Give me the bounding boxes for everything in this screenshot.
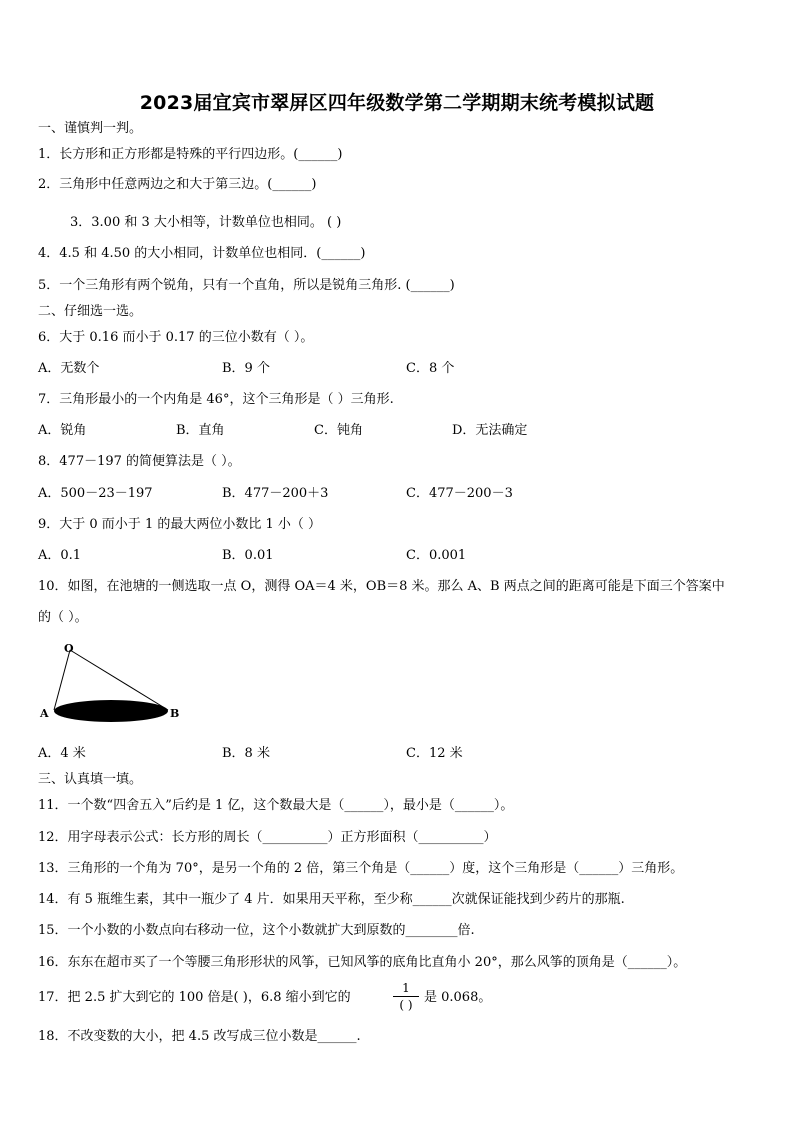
label-o: O [64,642,74,655]
pond-ellipse [54,700,168,722]
q10-option-b: B．8 米 [222,746,270,761]
q6-option-c: C．8 个 [406,361,455,376]
question-13: 13．三角形的一个角为 70°，是另一个角的 2 倍，第三个角是（______）度，这个三角形是（______）三角形。 [38,861,684,876]
question-7: 7．三角形最小的一个内角是 46°，这个三角形是（ ）三角形. [38,392,394,407]
question-10-line-1: 10．如图，在池塘的一侧选取一点 O，测得 OA＝4 米，OB＝8 米。那么 A、B 两点之间的距离可能是下面三个答案中 [38,579,725,594]
question-18: 18．不改变数的大小，把 4.5 改写成三位小数是______. [38,1029,361,1044]
q7-option-d: D．无法确定 [452,423,528,438]
question-17-part-1: 17．把 2.5 扩大到它的 100 倍是( )，6.8 缩小到它的 [38,990,351,1005]
question-1: 1．长方形和正方形都是特殊的平行四边形。(______) [38,147,343,162]
q10-option-a: A．4 米 [38,746,86,761]
page-title: 2023届宜宾市翠屏区四年级数学第二学期期末统考模拟试题 [139,92,655,114]
q7-option-b: B．直角 [176,423,225,438]
question-17-part-2: 是 0.068。 [424,990,492,1005]
section-heading-1: 一、谨慎判一判。 [38,121,143,136]
section-heading-2: 二、仔细选一选。 [38,304,143,319]
q8-option-a: A．500－23－197 [38,486,153,501]
q6-option-b: B．9 个 [222,361,270,376]
question-2: 2．三角形中任意两边之和大于第三边。(______) [38,177,317,192]
pond-figure [34,640,194,726]
q17-fraction-denominator: ( ) [399,998,413,1012]
label-b: B [170,707,180,720]
question-4: 4．4.5 和 4.50 的大小相同，计数单位也相同．(______) [38,246,366,261]
q17-fraction [393,980,419,1013]
q6-option-a: A．无数个 [38,361,100,376]
q7-option-a: A．锐角 [38,423,87,438]
q9-option-b: B．0.01 [222,548,274,563]
q17-fraction-numerator: 1 [393,980,419,997]
q9-option-c: C．0.001 [406,548,467,563]
section-heading-3: 三、认真填一填。 [38,772,143,787]
q9-option-a: A．0.1 [38,548,82,563]
question-9: 9．大于 0 而小于 1 的最大两位小数比 1 小（ ） [38,517,322,532]
question-8: 8．477－197 的简便算法是（ ）。 [38,454,241,469]
q8-option-b: B．477－200＋3 [222,486,329,501]
label-a: A [40,707,49,720]
question-12: 12．用字母表示公式：长方形的周长（__________）正方形面积（__________） [38,830,497,845]
question-5: 5．一个三角形有两个锐角，只有一个直角，所以是锐角三角形. (______) [38,278,455,293]
q10-option-c: C．12 米 [406,746,463,761]
question-14: 14．有 5 瓶维生素，其中一瓶少了 4 片．如果用天平称，至少称______次就保证能找到少药片的那瓶. [38,892,625,907]
segment-oa [54,650,70,710]
q7-option-c: C．钝角 [314,423,363,438]
question-10-line-2: 的（ ）。 [38,610,88,625]
question-3: 3．3.00 和 3 大小相等，计数单位也相同。 ( ) [70,215,342,230]
question-11: 11．一个数“四舍五入”后约是 1 亿，这个数最大是（______），最小是（______）。 [38,798,514,813]
question-15: 15．一个小数的小数点向右移动一位，这个小数就扩大到原数的________倍. [38,923,475,938]
q8-option-c: C．477－200－3 [406,486,513,501]
question-16: 16．东东在超市买了一个等腰三角形形状的风筝，已知风筝的底角比直角小 20°，那么风筝的顶角是（______）。 [38,955,687,970]
question-6: 6．大于 0.16 而小于 0.17 的三位小数有（ ）。 [38,330,314,345]
